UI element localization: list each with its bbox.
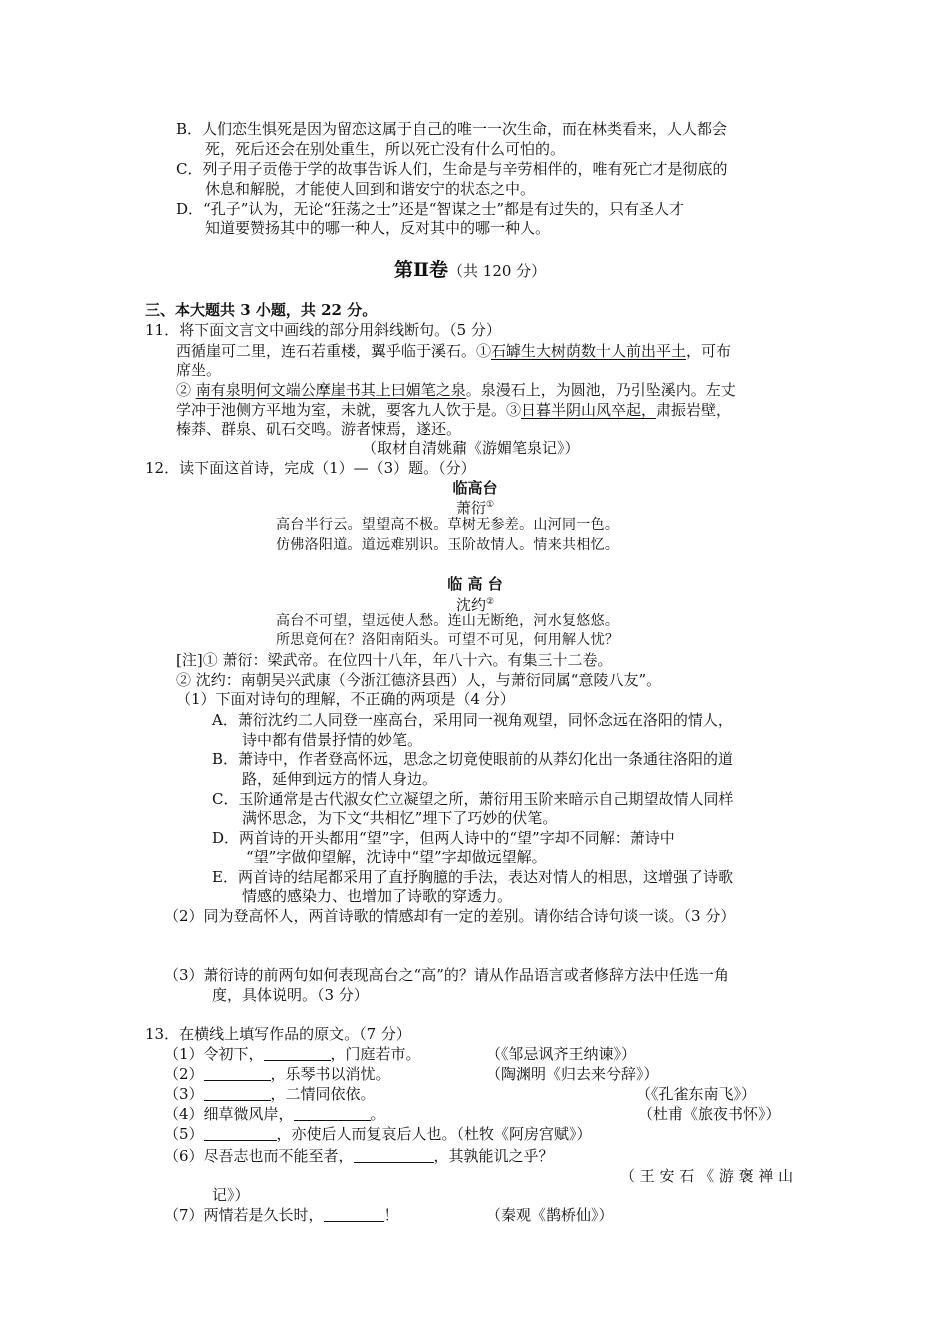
q13-item2-source: （陶渊明《归去来兮辞》）	[486, 1065, 659, 1083]
option-d-line1: D．“孔子”认为，无论“狂荡之士”还是“智谋之士”都是有过失的，只有圣人才	[176, 200, 685, 218]
option-b-line2: 死，死后还会在别处重生，所以死亡没有什么可怕的。	[205, 140, 566, 158]
q11-underlined-3: 日暮半阴山风卒起，	[521, 401, 657, 419]
q11-para-line2: 席坐。	[176, 361, 222, 379]
q12-option-d-line1: D．两首诗的开头都用“望”字，但两人诗中的“望”字却不同解：萧诗中	[212, 829, 675, 847]
q13-item4	[164, 1105, 386, 1124]
q12-stem: 12．读下面这首诗，完成（1）—（3）题。（分）	[145, 459, 476, 477]
q12-sub1: （1）下面对诗句的理解，不正确的两项是（4 分）	[176, 690, 515, 708]
poem2-note-mark: ②	[485, 597, 495, 607]
q13-item3-text: （3）	[164, 1085, 204, 1103]
poem2-author-name: 沈约	[455, 596, 486, 614]
poem2-line1: 高台不可望，望远使人愁。连山无断绝，河水复悠悠。	[276, 613, 620, 629]
q13-item1	[164, 1045, 421, 1064]
section-3-heading: 三、本大题共 3 小题，共 22 分。	[145, 301, 378, 319]
q13-item3-text: ，二情同依依。	[270, 1085, 376, 1103]
q11-text: 学冲于池侧方平地为室，未就，要客九人饮于是。③	[176, 401, 522, 419]
q13-item5-text: ，亦使后人而复哀后人也。（杜牧《阿房宫赋》）	[276, 1125, 592, 1143]
q13-item6-blank[interactable]	[354, 1148, 434, 1163]
q13-item1-source: （《邹忌讽齐王纳谏》）	[486, 1045, 637, 1063]
q13-item7	[164, 1206, 399, 1225]
q13-item7-source: （秦观《鹊桥仙》）	[486, 1206, 614, 1224]
q11-para-line4	[176, 401, 731, 420]
q12-note1: [注]① 萧衍：梁武帝。在位四十八年，年八十六。有集三十二卷。	[176, 651, 613, 669]
q13-item3-blank[interactable]	[204, 1086, 271, 1101]
q12-option-a-line2: 诗中都有借景抒情的妙笔。	[242, 731, 423, 749]
q11-para-line5: 榛莽、群泉、矶石交鸣。游者悚焉，遂还。	[176, 420, 462, 438]
q12-sub2: （2）同为登高怀人，两首诗歌的情感却有一定的差别。请你结合诗句谈一谈。（3 分）	[164, 907, 736, 925]
q13-item6-source-line1: （ 王 安 石 《 游 褒 禅 山	[620, 1167, 794, 1185]
q13-item4-text: 。	[370, 1105, 386, 1123]
q12-option-e-line1: E．两首诗的结尾都采用了直抒胸臆的手法，表达对情人的相思，这增强了诗歌	[212, 868, 733, 886]
q13-item6-text: ，其孰能讥之乎？	[433, 1147, 554, 1165]
q11-para-line3	[176, 381, 736, 400]
option-d-line2: 知道要赞扬其中的哪一种人，反对其中的哪一种人。	[205, 219, 551, 237]
q12-sub3-line1: （3）萧衍诗的前两句如何表现高台之“高”的？请从作品语言或者修辞方法中任选一角	[164, 966, 729, 984]
poem1-line2: 仿佛洛阳道。道远难别识。玉阶故情人。情来共相忆。	[276, 537, 620, 553]
q12-note2: ② 沈约：南朝吴兴武康（今浙江德济县西）人，与萧衍同属“意陵八友”。	[176, 671, 662, 689]
q12-option-e-line2: 情感的感染力、也增加了诗歌的穿透力。	[242, 887, 513, 905]
q13-item2	[164, 1065, 391, 1084]
q11-underlined-1: 石罅生大树荫数十人前出平土	[491, 342, 687, 360]
q13-item4-source: （杜甫《旅夜书怀》）	[638, 1105, 781, 1123]
poem1-note-mark: ①	[485, 500, 495, 510]
q13-item4-text: （4）细草微风岸，	[164, 1105, 294, 1123]
q13-item5-text: （5）	[164, 1125, 204, 1143]
q13-item2-text: （2）	[164, 1065, 204, 1083]
q11-para-line1	[176, 342, 731, 361]
q13-item1-text: （1）令初下，	[164, 1045, 264, 1063]
q11-source: （取材自清姚鼐《游媚笔泉记》）	[362, 439, 580, 457]
q13-item6	[164, 1147, 554, 1166]
q12-option-c-line2: 满怀思念，为下文“共相忆”埋下了巧妙的伏笔。	[242, 809, 558, 827]
poem2-line2: 所思竟何在？洛阳南陌头。可望不可见，何用解人忧？	[276, 632, 620, 648]
q11-text: 肃振岩壁，	[656, 401, 732, 419]
poem1-line1: 高台半行云。望望高不极。草树无参差。山河同一色。	[276, 517, 620, 533]
q13-item1-blank[interactable]	[264, 1046, 331, 1061]
q13-item2-text: ，乐琴书以消忧。	[270, 1065, 391, 1083]
poem1-author	[0, 496, 950, 518]
volume-title-text: 第Ⅱ卷	[394, 259, 449, 281]
q13-item7-text: ！	[383, 1206, 399, 1224]
q13-stem: 13．在横线上填写作品的原文。（7 分）	[145, 1025, 411, 1043]
q11-text: 。泉漫石上，为圆池，乃引坠溪内。左丈	[465, 381, 736, 399]
volume-score: （共 120 分）	[448, 262, 547, 280]
q11-stem: 11．将下面文言文中画线的部分用斜线断句。（5 分）	[145, 321, 501, 339]
q13-item7-blank[interactable]	[324, 1207, 384, 1222]
option-b-line1: B．人们恋生惧死是因为留恋这属于自己的唯一一次生命，而在林类看来，人人都会	[176, 120, 728, 138]
q12-option-c-line1: C．玉阶通常是古代淑女伫立凝望之所，萧衍用玉阶来暗示自己期望故情人同样	[212, 790, 734, 808]
poem1-title: 临高台	[452, 479, 498, 497]
q13-item5	[164, 1125, 592, 1144]
q13-item4-blank[interactable]	[294, 1106, 371, 1121]
q11-text: ②	[176, 381, 196, 399]
option-c-line2: 休息和解脱，才能使人回到和谐安宁的状态之中。	[205, 180, 536, 198]
q12-option-b-line1: B．萧诗中，作者登高怀远，思念之切竟使眼前的从莽幻化出一条通往洛阳的道	[212, 750, 734, 768]
q12-option-b-line2: 路，延伸到远方的情人身边。	[242, 770, 438, 788]
q12-sub3-line2: 度，具体说明。（3 分）	[212, 986, 369, 1004]
q13-item6-source-line2: 记》）	[212, 1186, 250, 1204]
q11-text: ，可布	[686, 342, 732, 360]
q13-item1-text: ，门庭若市。	[330, 1045, 421, 1063]
q11-underlined-2: 南有泉明何文端公摩崖书其上曰媚笔之泉	[195, 381, 466, 399]
q13-item7-text: （7）两情若是久长时，	[164, 1206, 324, 1224]
q11-text: 西循崖可二里，连石若重楼，翼乎临于溪石。①	[176, 342, 492, 360]
poem2-title: 临 高 台	[447, 575, 503, 593]
q13-item2-blank[interactable]	[204, 1066, 271, 1081]
q12-option-d-line2: “望”字做仰望解，沈诗中“望”字却做远望解。	[246, 848, 547, 866]
q13-item3-source: （《孔雀东南飞》）	[636, 1085, 757, 1103]
q13-item6-text: （6）尽吾志也而不能至者，	[164, 1147, 354, 1165]
q13-item5-blank[interactable]	[204, 1126, 277, 1141]
volume-title	[394, 258, 546, 283]
option-c-line1: C．列子用子贡倦于学的故事告诉人们，生命是与辛劳相伴的，唯有死亡才是彻底的	[176, 160, 728, 178]
q12-option-a-line1: A．萧衍沈约二人同登一座高台，采用同一视角观望，同怀念远在洛阳的情人，	[212, 711, 733, 729]
poem1-author-name: 萧衍	[455, 499, 486, 517]
q13-item3	[164, 1085, 376, 1104]
